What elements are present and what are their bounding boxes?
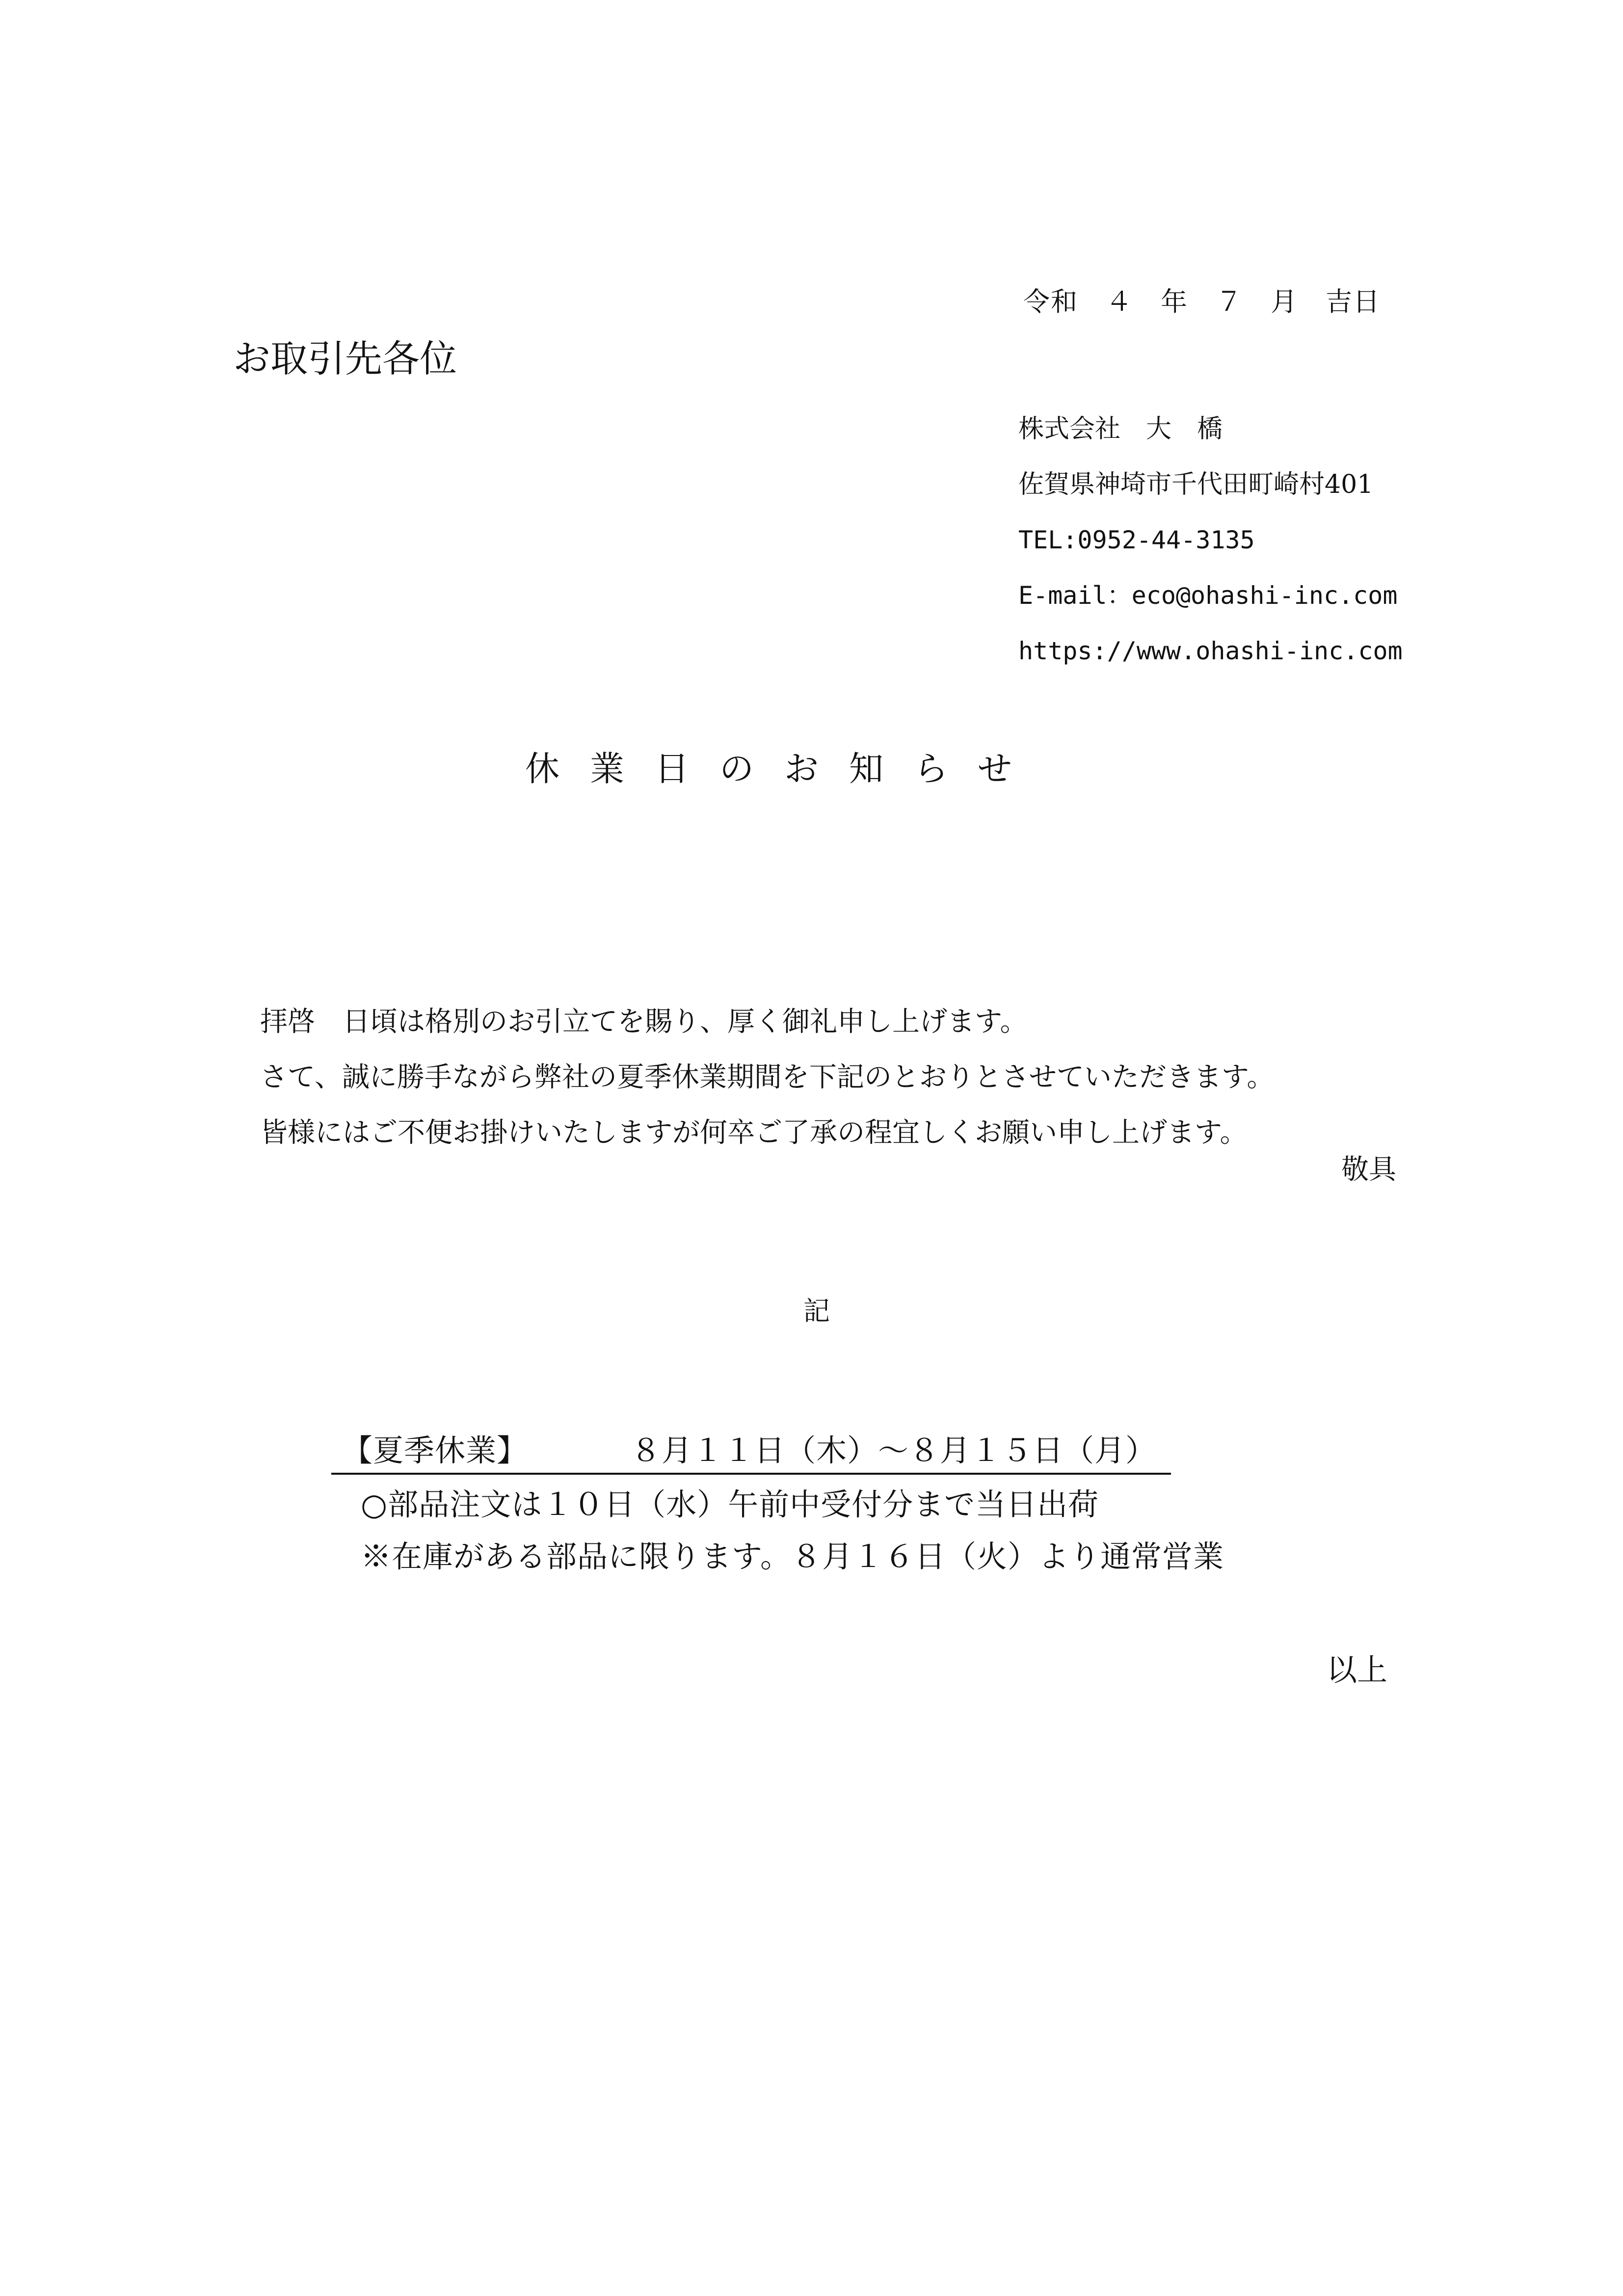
sender-block [1018, 402, 1403, 679]
document-date: 令和 ４ 年 ７ 月 吉日 [1023, 286, 1381, 317]
letter-body [260, 994, 1274, 1161]
sender-url: https://www.ohashi-inc.com [1018, 637, 1403, 665]
holiday-label: 【夏季休業】 [342, 1432, 528, 1468]
body-line-apology: 皆様にはご不便お掛けいたしますが何卒ご了承の程宜しくお願い申し上げます。 [260, 1117, 1248, 1149]
sender-email: E-mail：eco@ohashi-inc.com [1018, 581, 1398, 610]
closing-keigu: 敬具 [1341, 1154, 1396, 1186]
sender-tel: TEL:0952-44-3135 [1018, 526, 1255, 554]
sender-address: 佐賀県神埼市千代田町崎村401 [1018, 470, 1374, 499]
holiday-period-line [331, 1426, 1171, 1475]
sender-company: 株式会社 大 橋 [1018, 414, 1223, 444]
body-line-greeting: 拝啓 日頃は格別のお引立てを賜り、厚く御礼申し上げます。 [260, 1006, 1028, 1038]
ki-marker: 記 [803, 1296, 830, 1326]
holiday-details [361, 1479, 1224, 1583]
holiday-dates: ８月１１日（木）～８月１５日（月） [631, 1432, 1157, 1468]
detail-stock-note: ※在庫がある部品に限ります。８月１６日（火）より通常営業 [361, 1539, 1224, 1574]
body-line-announcement: さて、誠に勝手ながら弊社の夏季休業期間を下記のとおりとさせていただきます。 [260, 1061, 1275, 1093]
document-title: 休業日のお知らせ [525, 749, 1042, 789]
closing-ijo: 以上 [1326, 1652, 1387, 1688]
detail-order-cutoff: ○部品注文は１０日（水）午前中受付分まで当日出荷 [361, 1486, 1099, 1522]
recipient-heading: お取引先各位 [233, 337, 457, 380]
